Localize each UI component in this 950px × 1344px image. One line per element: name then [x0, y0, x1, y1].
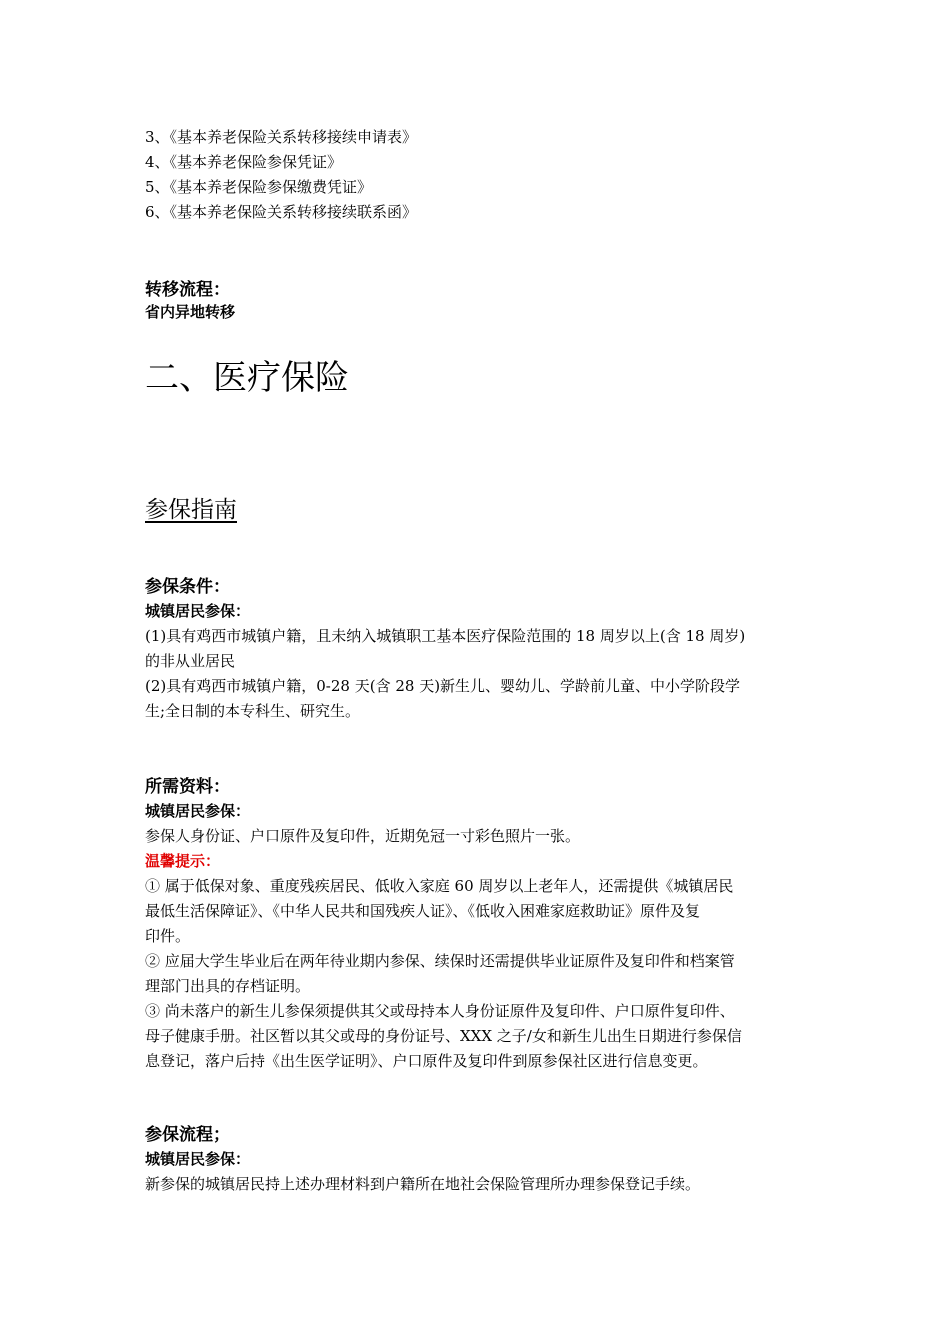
tip-line: ② 应届大学生毕业后在两年待业期内参保、续保时还需提供毕业证原件及复印件和档案管 [145, 952, 735, 970]
materials-heading: 所需资料： [145, 777, 230, 797]
conditions-line: 的非从业居民 [145, 652, 236, 670]
tip-line: 息登记，落户后持《出生医学证明》、户口原件及复印件到原参保社区进行信息变更。 [145, 1052, 708, 1070]
tip-line: 理部门出具的存档证明。 [145, 977, 311, 995]
conditions-subheading: 城镇居民参保： [145, 602, 251, 620]
conditions-heading: 参保条件： [145, 577, 230, 597]
tip-line: 最低生活保障证》、《中华人民共和国残疾人证》、《低收入困难家庭救助证》原件及复 [145, 902, 701, 920]
list-item: 6、《基本养老保险关系转移接续联系函》 [145, 203, 418, 221]
process-heading: 参保流程； [145, 1125, 230, 1145]
tip-line: ① 属于低保对象、重度残疾居民、低收入家庭 60 周岁以上老年人，还需提供《城镇居民 [145, 877, 734, 895]
transfer-subheading: 省内异地转移 [145, 303, 236, 321]
list-item: 3、《基本养老保险关系转移接续申请表》 [145, 128, 418, 146]
list-item: 4、《基本养老保险参保凭证》 [145, 153, 343, 171]
list-item: 5、《基本养老保险参保缴费凭证》 [145, 178, 373, 196]
process-subheading: 城镇居民参保： [145, 1150, 251, 1168]
materials-subheading: 城镇居民参保： [145, 802, 251, 820]
conditions-line: (2)具有鸡西市城镇户籍，0-28 天(含 28 天)新生儿、婴幼儿、学龄前儿童、中小学阶段学 [145, 677, 741, 695]
section-title: 二、医疗保险 [145, 358, 349, 398]
guide-title: 参保指南 [145, 497, 237, 523]
tip-line: 印件。 [145, 927, 191, 945]
transfer-heading: 转移流程： [145, 280, 230, 300]
conditions-line: (1)具有鸡西市城镇户籍，且未纳入城镇职工基本医疗保险范围的 18 周岁以上(含 18 周岁) [145, 627, 746, 645]
conditions-line: 生;全日制的本专科生、研究生。 [145, 702, 361, 720]
tip-line: 母子健康手册。社区暂以其父或母的身份证号、XXX 之子/女和新生儿出生日期进行参保信 [145, 1027, 742, 1045]
materials-text: 参保人身份证、户口原件及复印件，近期免冠一寸彩色照片一张。 [145, 827, 581, 845]
process-text: 新参保的城镇居民持上述办理材料到户籍所在地社会保险管理所办理参保登记手续。 [145, 1175, 701, 1193]
tip-line: ③ 尚未落户的新生儿参保须提供其父或母持本人身份证原件及复印件、户口原件复印件、 [145, 1002, 735, 1020]
tip-label: 温馨提示： [145, 852, 221, 870]
